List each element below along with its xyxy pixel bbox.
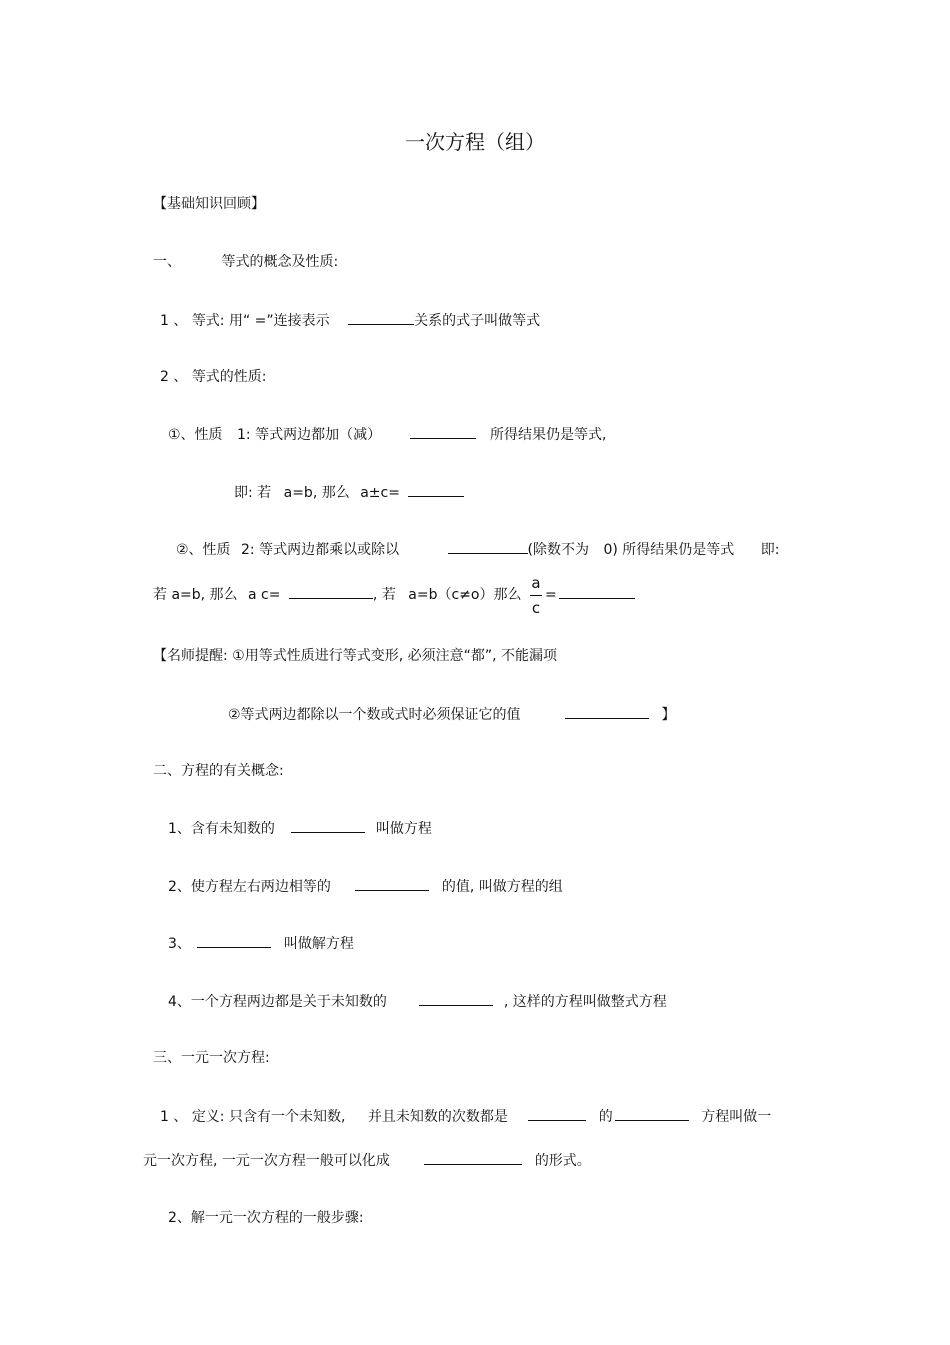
answer-blank[interactable]	[355, 876, 429, 891]
s2-item-3-text-b: 叫做解方程	[283, 936, 354, 952]
answer-blank[interactable]	[559, 584, 635, 599]
s2-item-2-text-a: 2、使方程左右两边相等的	[168, 879, 331, 895]
answer-blank[interactable]	[348, 310, 414, 325]
example-expression: a±c=	[360, 485, 400, 501]
tip-close-bracket: 】	[661, 707, 676, 723]
answer-blank[interactable]	[410, 424, 476, 439]
example-condition: a=b, 那么	[283, 485, 350, 501]
answer-blank[interactable]	[615, 1106, 689, 1121]
property-2-result: 0) 所得结果仍是等式	[603, 542, 735, 558]
fraction-numerator: a	[531, 574, 541, 592]
s2-item-3-text-a: 3、	[168, 936, 191, 952]
teacher-tip-2	[228, 704, 675, 725]
s2-item-1-text-a: 1、含有未知数的	[168, 821, 275, 837]
answer-blank[interactable]	[291, 818, 365, 833]
example-condition-2: a=b（c≠o）那么	[408, 587, 522, 603]
section-1-number: 一、	[153, 254, 181, 270]
answer-blank[interactable]	[448, 539, 528, 554]
s3-item-1-text-d: 方程叫做一	[701, 1109, 772, 1125]
property-2-label: ②、性质	[176, 542, 231, 558]
fraction-denominator: c	[531, 599, 541, 617]
answer-blank[interactable]	[565, 704, 649, 719]
property-2-text: 2: 等式两边都乘以或除以	[241, 542, 400, 558]
s3-item-1-text-c: 的	[598, 1109, 613, 1125]
s1-item-2	[160, 367, 267, 387]
s3-item-1-text-b: 并且未知数的次数都是	[367, 1109, 508, 1125]
answer-blank[interactable]	[528, 1106, 586, 1121]
answer-blank[interactable]	[424, 1150, 522, 1165]
property-1	[168, 424, 606, 445]
answer-blank[interactable]	[289, 584, 373, 599]
property-1-label: ①、性质	[168, 427, 223, 443]
example-prefix: 即: 若	[234, 485, 272, 501]
s1-item-1-number: 1 、	[160, 313, 188, 329]
equals-sign: =	[545, 587, 557, 603]
answer-blank[interactable]	[408, 482, 464, 497]
section-1-heading	[153, 252, 338, 272]
page-title: 一次方程（组）	[405, 130, 545, 154]
s1-item-1-text-a: 等式: 用“ =”连接表示	[191, 313, 330, 329]
s2-item-3	[168, 933, 354, 954]
s3-item-1-text-f: 的形式。	[534, 1153, 591, 1169]
section-3-heading: 三、一元一次方程:	[153, 1050, 270, 1066]
fraction-equals	[545, 584, 635, 605]
property-2-note: (除数不为	[527, 542, 590, 558]
example-separator: , 若	[372, 587, 396, 603]
s2-item-1	[168, 818, 432, 839]
s3-item-1-line-1	[160, 1106, 771, 1127]
answer-blank[interactable]	[197, 933, 271, 948]
property-2-example	[153, 584, 521, 605]
s3-item-1-text-e: 元一次方程, 一元一次方程一般可以化成	[143, 1153, 390, 1169]
s2-item-2	[168, 876, 563, 897]
teacher-tip-2-text: ②等式两边都除以一个数或式时必须保证它的值	[228, 707, 521, 723]
s3-item-1-number: 1 、	[160, 1109, 188, 1125]
example-condition: 若 a=b, 那么	[153, 587, 238, 603]
s1-item-2-number: 2 、	[160, 369, 188, 385]
s2-item-4	[168, 991, 667, 1012]
s2-item-4-text-a: 4、一个方程两边都是关于未知数的	[168, 994, 387, 1010]
answer-blank[interactable]	[419, 991, 493, 1006]
property-2	[176, 539, 779, 560]
s2-item-2-text-b: 的值, 叫做方程的组	[441, 879, 563, 895]
example-expression: a c=	[248, 587, 281, 603]
s1-item-1	[160, 310, 540, 331]
s2-item-4-text-b: , 这样的方程叫做整式方程	[503, 994, 667, 1010]
fraction-bar	[530, 595, 542, 596]
section-2-heading: 二、方程的有关概念:	[153, 763, 284, 779]
property-2-ie: 即:	[760, 542, 780, 558]
s1-item-1-text-b: 关系的式子叫做等式	[414, 313, 541, 329]
property-1-example	[234, 482, 464, 503]
teacher-tip-1: 【名师提醒: ①用等式性质进行等式变形, 必须注意“都”, 不能漏项	[153, 648, 558, 664]
s2-item-1-text-b: 叫做方程	[375, 821, 432, 837]
section-1-title: 等式的概念及性质:	[221, 254, 339, 270]
s1-item-2-text: 等式的性质:	[191, 369, 267, 385]
s3-item-1-line-2	[143, 1150, 591, 1171]
s3-item-1-text-a: 定义: 只含有一个未知数,	[191, 1109, 346, 1125]
s3-item-2: 2、解一元一次方程的一般步骤:	[168, 1210, 364, 1226]
property-1-text: 1: 等式两边都加（减）	[237, 427, 382, 443]
section-review-heading: 【基础知识回顾】	[153, 196, 265, 212]
property-1-result: 所得结果仍是等式,	[490, 427, 607, 443]
fraction-a-over-c	[529, 574, 543, 617]
